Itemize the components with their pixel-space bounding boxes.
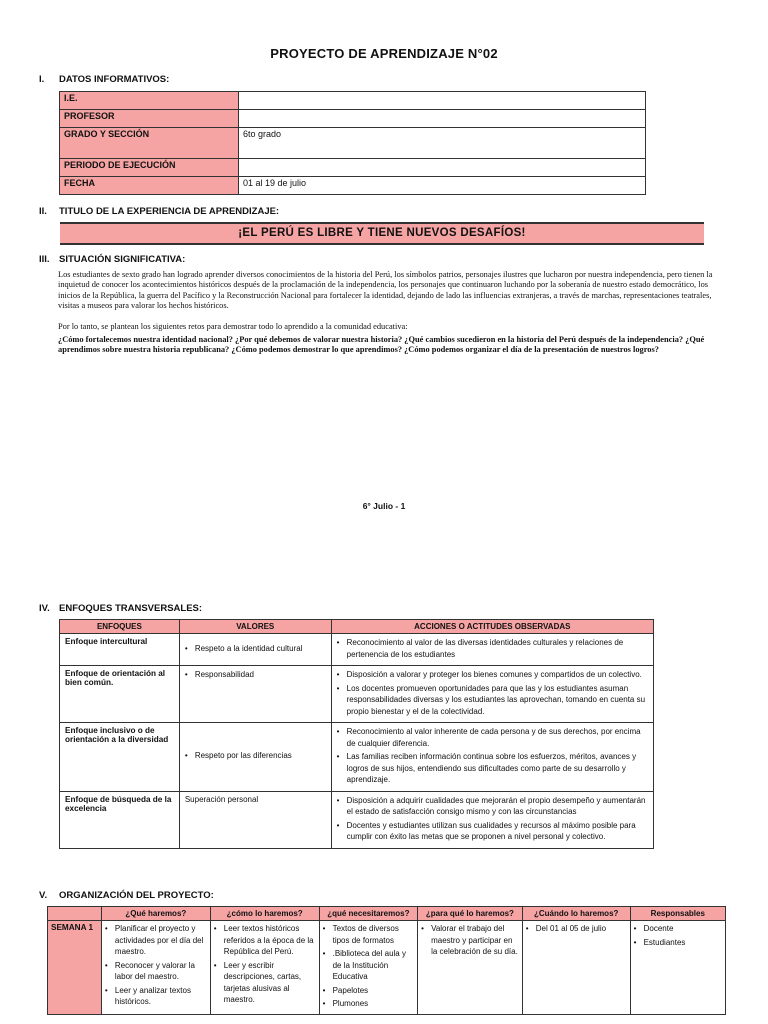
cell-como [210,921,319,1015]
list-item: • Leer textos históricos referidos a la época de la República del Perú. [214,923,316,958]
section-number: II. [39,206,47,217]
column-header: ACCIONES O ACTITUDES OBSERVADAS [331,620,653,634]
section-number: III. [39,254,50,265]
list-item: • Reconocimiento al valor inherente de cada persona y de sus derechos, por encima de cualquier diferencia. [337,726,648,749]
list-item: • Disposición a valorar y proteger los bienes comunes y compartidos de un colectivo. [337,669,648,681]
table-row [60,177,646,195]
section-label: TITULO DE LA EXPERIENCIA DE APRENDIZAJE: [59,206,280,217]
column-header: VALORES [179,620,331,634]
situacion-preguntas: ¿Cómo fortalecemos nuestra identidad nacional? ¿Por qué debemos de valorar nuestra historia? ¿Qué cambios sucedieron en la historia del Perú después de la independencia? ¿Qué aprendimos sobre nuestra historia republicana? ¿Cómo podemos demostrar lo que aprendimos? ¿Cómo podemos organizar el día de la presentación de nuestros logros? [58,335,705,355]
table-row [60,666,654,723]
list-item: • Docente [634,923,722,935]
datos-label: GRADO Y SECCIÓN [60,128,239,159]
column-header: ¿Cuándo lo haremos? [522,907,630,921]
list-item: • Leer y analizar textos históricos. [105,985,207,1008]
situacion-paragraph: Los estudiantes de sexto grado han logrado aprender diversos conocimientos de la historia del Perú, los símbolos patrios, personajes ilustres que lucharon por nuestra independencia, pero tienen la inquietud de conocer los acontecimientos históricos después de la proclamación de la independencia, los personajes que continuaron luchando por la soberanía de nuestro estado democrático, los inicios de la República, la guerra del Pacífico y la Reconstrucción Nacional para fortalecer la identidad, dejando de lado las influencias extranjeras, a través de marchas, representaciones teatrales, visitas a museos para valorar los hechos históricos. [58,270,713,311]
list-item: • Responsabilidad [185,669,326,681]
page-footer: 6° Julio - 1 [362,501,406,511]
experience-title-banner: ¡EL PERÚ ES LIBRE Y TIENE NUEVOS DESAFÍOS! [60,222,704,245]
datos-label: I.E. [60,92,239,110]
week-label: SEMANA 1 [48,921,102,1015]
section-heading-situacion [39,254,185,265]
list-item: • Disposición a adquirir cualidades que mejorarán el propio desempeño y aumentarán el estado de satisfacción consigo mismo y con las circunstancias [337,795,648,818]
section-number: I. [39,74,45,85]
datos-value [239,159,646,177]
enfoque-acciones [331,666,653,723]
list-item: • .Biblioteca del aula y de la Institución Educativa [323,948,414,983]
list-item: • Los docentes promueven oportunidades para que las y los estudiantes asuman responsabilidades diversas y los estudiantes las aprovechan, tomando en cuenta su propio bienestar y el de la colectividad. [337,683,648,718]
enfoque-valor [179,723,331,792]
organizacion-table [47,906,726,1015]
section-heading-enfoques [39,603,202,614]
datos-value [239,110,646,128]
cell-para-que [418,921,523,1015]
enfoque-acciones [331,634,653,666]
enfoque-name: Enfoque de orientación al bien común. [60,666,180,723]
table-row [60,110,646,128]
enfoque-valor: Superación personal [179,791,331,848]
list-item: • Docentes y estudiantes utilizan sus cualidades y recursos al máximo posible para cumplir con éxito las metas que se proponen a nivel personal y colectivo. [337,820,648,843]
section-label: SITUACIÓN SIGNIFICATIVA: [59,254,186,265]
enfoque-name: Enfoque inclusivo o de orientación a la diversidad [60,723,180,792]
datos-value [239,92,646,110]
enfoques-table [59,619,654,849]
cell-necesitaremos [319,921,417,1015]
enfoque-acciones [331,791,653,848]
cell-responsables [630,921,725,1015]
cell-que [101,921,210,1015]
enfoque-name: Enfoque de búsqueda de la excelencia [60,791,180,848]
situacion-retos-intro: Por lo tanto, se plantean los siguientes retos para demostrar todo lo aprendido a la comunidad educativa: [58,322,408,331]
table-row [60,791,654,848]
section-label: ENFOQUES TRANSVERSALES: [59,603,203,614]
section-label: ORGANIZACIÓN DEL PROYECTO: [59,890,214,901]
table-row [60,159,646,177]
cell-cuando [522,921,630,1015]
column-header: ¿cómo lo haremos? [210,907,319,921]
datos-value: 6to grado [239,128,646,159]
enfoque-valor [179,666,331,723]
column-header: ¿Qué haremos? [101,907,210,921]
enfoque-name: Enfoque intercultural [60,634,180,666]
table-header-row [48,907,726,921]
list-item: • Papelotes [323,985,414,997]
list-item: • Reconocimiento al valor de las diversas identidades culturales y relaciones de pertenencia de los estudiantes [337,637,648,660]
list-item: • Textos de diversos tipos de formatos [323,923,414,946]
table-row [48,921,726,1015]
datos-value: 01 al 19 de julio [239,177,646,195]
enfoque-acciones [331,723,653,792]
section-number: IV. [39,603,50,614]
section-number: V. [39,890,48,901]
section-heading-titulo [39,206,279,217]
column-header: ¿para qué lo haremos? [418,907,523,921]
section-heading-organizacion [39,890,214,901]
table-row [60,634,654,666]
list-item: • Las familias reciben información continua sobre los esfuerzos, méritos, avances y logros de sus hijos, entendiendo sus dificultades como parte de su desarrollo y aprendizaje. [337,751,648,786]
table-header-row [60,620,654,634]
table-row [60,128,646,159]
list-item: • Leer y escribir descripciones, cartas, tarjetas alusivas al maestro. [214,960,316,1006]
page-title: PROYECTO DE APRENDIZAJE N°02 [270,46,498,61]
list-item: • Reconocer y valorar la labor del maestro. [105,960,207,983]
datos-label: PERIODO DE EJECUCIÓN [60,159,239,177]
column-header [48,907,102,921]
datos-label: FECHA [60,177,239,195]
table-row [60,92,646,110]
column-header: ¿qué necesitaremos? [319,907,417,921]
list-item: • Respeto por las diferencias [185,750,326,762]
section-heading-datos [39,74,169,85]
enfoque-valor [179,634,331,666]
section-label: DATOS INFORMATIVOS: [59,74,170,85]
table-row [60,723,654,792]
list-item: • Del 01 al 05 de julio [526,923,627,935]
list-item: • Valorar el trabajo del maestro y participar en la celebración de su día. [421,923,519,958]
datos-label: PROFESOR [60,110,239,128]
list-item: • Planificar el proyecto y actividades por el día del maestro. [105,923,207,958]
list-item: • Respeto a la identidad cultural [185,643,326,655]
column-header: ENFOQUES [60,620,180,634]
list-item: • Plumones [323,998,414,1010]
datos-table [59,91,646,195]
list-item: • Estudiantes [634,937,722,949]
column-header: Responsables [630,907,725,921]
